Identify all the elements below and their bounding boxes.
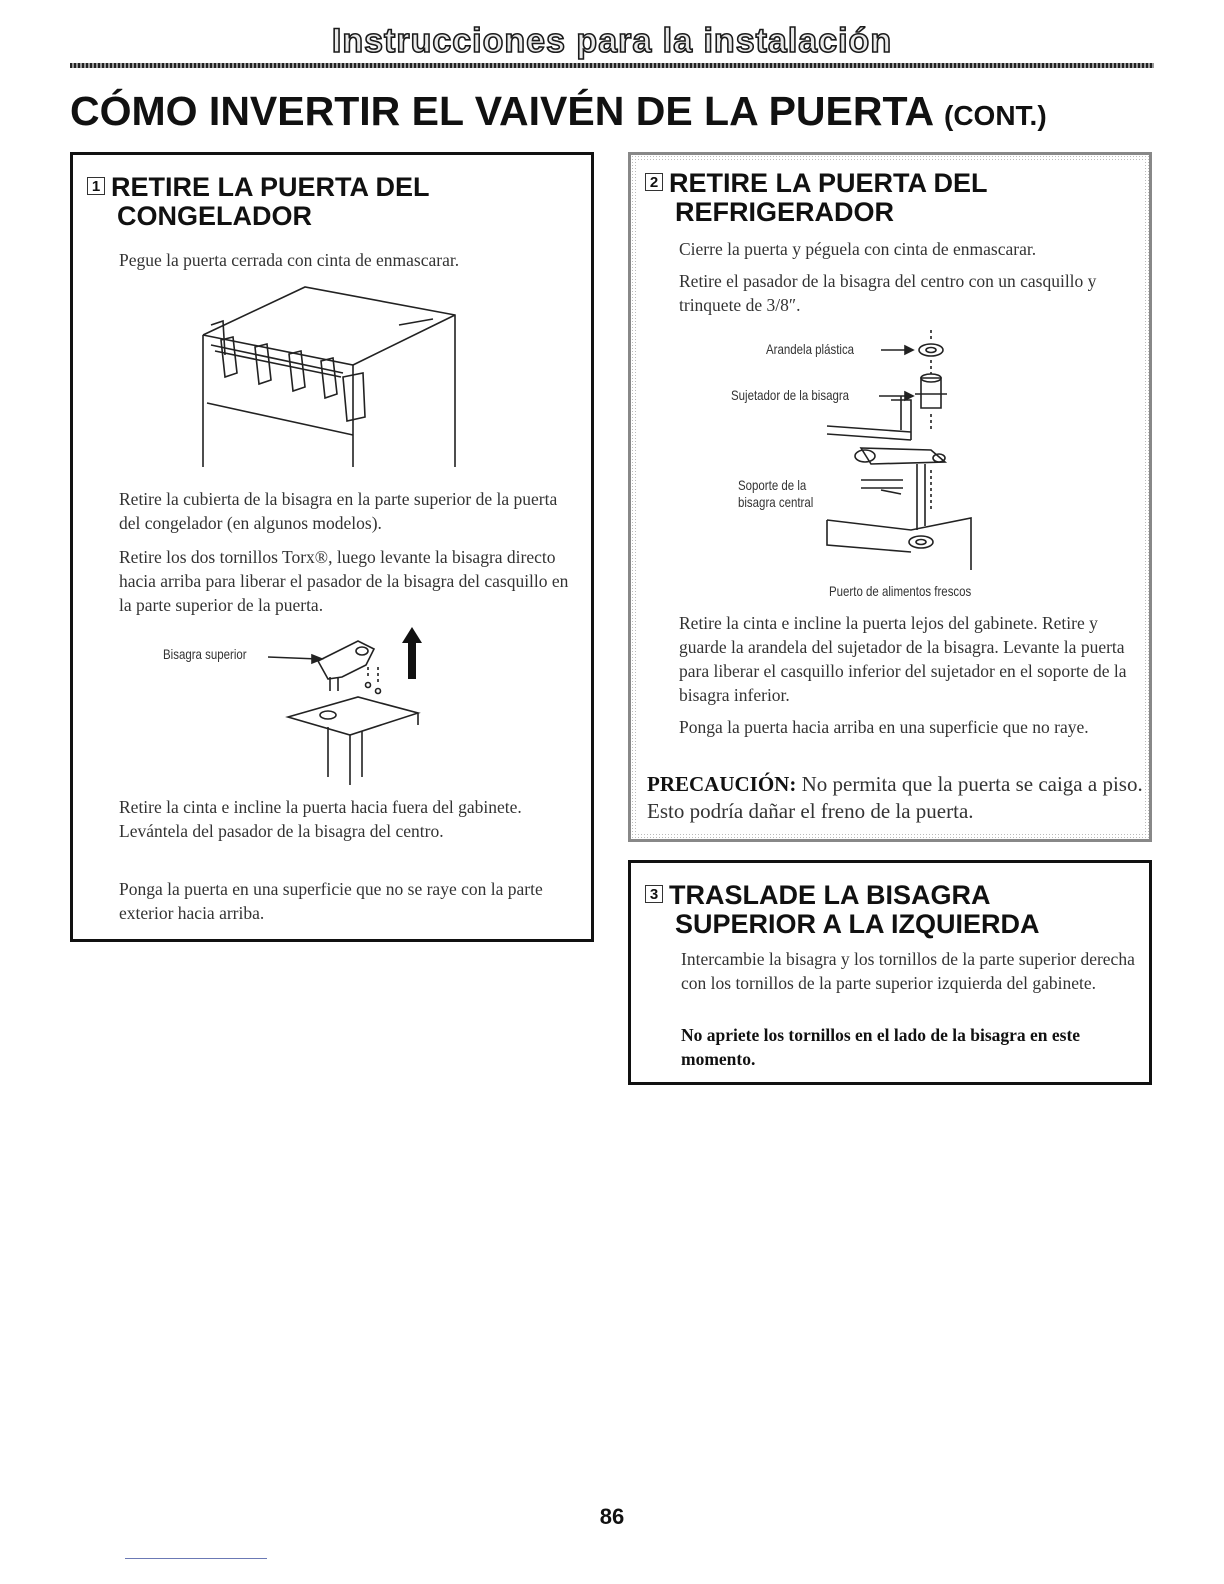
center-hinge-illustration — [821, 330, 991, 575]
label-bisagra-superior: Bisagra superior — [163, 646, 247, 662]
page-title — [70, 88, 1047, 135]
page-number: 86 — [599, 1504, 625, 1529]
step3-heading-line1: TRASLADE LA BISAGRA — [669, 880, 991, 910]
step1-heading-line1: RETIRE LA PUERTA DEL — [111, 172, 430, 202]
step1-p4: Retire la cinta e incline la puerta hacia fuera del gabinete. Levántela del pasador de la bisagra del centro. — [119, 797, 522, 841]
step1-box — [70, 152, 594, 942]
step1-p3: Retire los dos tornillos Torx®, luego levante la bisagra directo hacia arriba para liberar el pasador de la bisagra del casquillo en la parte superior de la puerta. — [119, 547, 569, 615]
step2-heading-line2: REFRIGERADOR — [675, 197, 895, 227]
title-suffix: (CONT.) — [944, 100, 1047, 131]
step3-box — [628, 860, 1152, 1085]
title-main: CÓMO INVERTIR EL VAIVÉN DE LA PUERTA — [70, 88, 933, 134]
step1-heading-line2: CONGELADOR — [117, 201, 312, 231]
caution-label: PRECAUCIÓN: — [647, 772, 797, 796]
header-rule — [70, 63, 1154, 68]
step2-p1: Cierre la puerta y péguela con cinta de enmascarar. — [679, 239, 1037, 259]
step3-p1: Intercambie la bisagra y los tornillos de la parte superior derecha con los tornillos de la parte superior izquierda del gabinete. — [681, 949, 1135, 993]
step1-p1: Pegue la puerta cerrada con cinta de enmascarar. — [119, 250, 460, 270]
label-puerto-alimentos: Puerto de alimentos frescos — [829, 583, 972, 599]
step2-number: 2 — [645, 173, 663, 191]
step3-number: 3 — [645, 885, 663, 903]
step3-heading — [645, 881, 1040, 939]
step2-box — [628, 152, 1152, 842]
step1-p5: Ponga la puerta en una superficie que no se raye con la parte exterior hacia arriba. — [119, 879, 543, 923]
footer-line — [125, 1558, 267, 1559]
caution-note — [647, 771, 1143, 825]
step2-heading-line1: RETIRE LA PUERTA DEL — [669, 168, 988, 198]
freezer-door-illustration — [193, 285, 473, 470]
step1-p2: Retire la cubierta de la bisagra en la parte superior de la puerta del congelador (en algunos modelos). — [119, 489, 558, 533]
step1-number: 1 — [87, 177, 105, 195]
label-arandela: Arandela plástica — [766, 341, 855, 357]
step2-heading — [645, 169, 988, 227]
step3-p2: No apriete los tornillos en el lado de la bisagra en este momento. — [681, 1025, 1081, 1069]
step2-p2: Retire el pasador de la bisagra del centro con un casquillo y trinquete de 3/8″. — [679, 271, 1097, 315]
step2-p3: Retire la cinta e incline la puerta lejos del gabinete. Retire y guarde la arandela del sujetador de la bisagra. Levante la puerta para liberar el casquillo inferior del sujetador en el soporte de la bisagra inferior. — [679, 613, 1127, 705]
label-soporte-2: bisagra central — [738, 494, 814, 510]
step3-heading-line2: SUPERIOR A LA IZQUIERDA — [675, 909, 1040, 939]
caution-text: No permita que la puerta se caiga a piso. Esto podría dañar el freno de la puerta. — [647, 772, 1143, 823]
label-sujetador: Sujetador de la bisagra — [731, 387, 850, 403]
section-header: Instrucciones para la instalación — [331, 22, 893, 60]
hinge-lift-illustration — [268, 627, 448, 787]
label-soporte-1: Soporte de la — [738, 477, 807, 493]
step1-heading — [87, 173, 430, 231]
step2-p4: Ponga la puerta hacia arriba en una superficie que no raye. — [679, 717, 1089, 737]
